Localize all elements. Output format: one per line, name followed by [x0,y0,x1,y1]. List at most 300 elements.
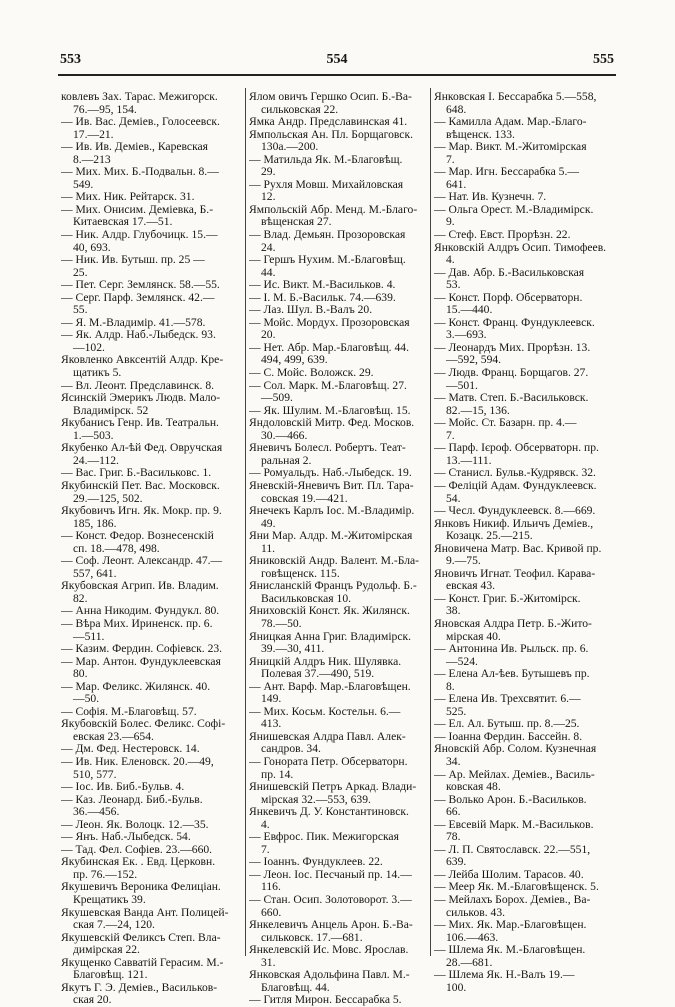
directory-entry [61,907,243,932]
entry-line: — Вл. Леонт. Предславинск. 8. [61,379,215,392]
entry-line: — Меер Як. М.-Благовѣщенск. 5. [434,881,599,894]
entry-continuation: —524. [446,655,478,668]
entry-line: Янковскій Алдръ Осип. Тимофеев. [434,241,607,254]
directory-entry [434,116,616,141]
directory-entry [434,242,616,267]
directory-entry [249,580,431,605]
entry-continuation: Васильковская 10. [261,592,352,605]
entry-line: — Соф. Леонт. Александр. 47.— [61,555,223,568]
directory-entry [249,129,431,154]
entry-continuation: 39.—30, 411. [261,643,325,656]
entry-continuation: 29. [261,166,276,179]
entry-continuation: 3.—693. [446,329,487,342]
entry-line: — Вас. Григ. Б.-Васильковс. 1. [61,467,212,480]
entry-line: — Шлема Як. Н.-Валъ 19.— [434,969,575,982]
entry-continuation: совская 19.—421. [261,492,348,505]
entry-continuation: 44. [261,266,276,279]
directory-entry [434,881,616,894]
entry-line: Яниховскій Конст. Як. Жилянск. [249,605,410,618]
directory-entry [61,681,243,706]
directory-entry [61,643,243,656]
column-1 [61,91,243,1007]
entry-line: — Нет. Абр. Мар.-Благовѣщ. 44. [249,341,409,354]
entry-continuation: 38. [446,605,461,618]
entry-line: Янковъ Никиф. Ильичъ Деміев., [434,517,594,530]
entry-line: — Ромуальдъ. Наб.-Лыбедск. 19. [249,467,412,480]
directory-entry [434,794,616,819]
directory-entry [61,706,243,719]
directory-entry [61,191,243,204]
directory-entry [434,919,616,944]
entry-line: ковлевъ Зах. Тарас. Межигорск. [61,91,218,103]
entry-continuation: пр. 76.—152. [73,868,138,881]
entry-line: Янкелевскій Ис. Мовс. Ярослав. [249,944,409,957]
entry-continuation: 4. [446,254,455,267]
entry-continuation: —592, 594. [446,354,502,367]
entry-line: — Янъ. Наб.-Лыбедск. 54. [61,831,191,844]
entry-line: — Лаз. Шул. В.-Валъ 20. [249,304,373,317]
entry-continuation: 28.—681. [446,956,493,969]
entry-continuation: 15.—440. [446,304,493,317]
entry-line: Якубинская Ек. . Евд. Церковн. [61,856,216,869]
entry-continuation: говѣщенск. 115. [261,567,340,580]
directory-entry [61,656,243,681]
entry-continuation: 24. [261,241,276,254]
entry-line: — Мар. Феликс. Жилянск. 40. [61,680,211,693]
directory-entry [249,229,431,254]
entry-continuation: 49. [261,517,276,530]
directory-entry [61,380,243,393]
directory-entry [61,417,243,442]
entry-line: — Вѣра Мих. Ириненск. пр. 6. [61,617,213,630]
entry-line: — Матв. Степ. Б.-Васильковск. [434,392,589,405]
entry-line: — Мих. Косьм. Костельн. 6.— [249,705,401,718]
entry-continuation: 1.—503. [73,429,114,442]
directory-entry [61,229,243,254]
directory-entry [249,505,431,530]
directory-entry [61,442,243,467]
entry-line: Якушевскій Феликсъ Степ. Вла- [61,931,221,944]
entry-continuation: 13.—111. [446,454,492,467]
entry-line: Янишевскій Петръ Аркад. Влади- [249,781,417,794]
entry-line: — Мойс. Ст. Базарн. пр. 4.— [434,417,577,430]
entry-line: — Мих. Як. Мар.-Благовѣщен. [434,919,587,932]
entry-continuation: ковская 48. [446,781,501,794]
entry-continuation: ская 7.—24, 120. [73,919,155,932]
directory-entry [434,141,616,166]
directory-entry [434,518,616,543]
directory-entry [61,292,243,317]
entry-line: — Мойс. Мордух. Прозоровская [249,316,410,329]
entry-line: Яновичена Матр. Вас. Кривой пр. [434,542,602,555]
entry-line: — Софія. М.-Благовѣщ. 57. [61,705,197,718]
entry-line: — Мих. Ник. Рейтарск. 31. [61,191,195,204]
directory-entry [249,555,431,580]
entry-line: — Як. Шулим. М.-Благовѣщ. 15. [249,404,411,417]
directory-entry [434,342,616,367]
directory-entry [434,191,616,204]
entry-line: — Матильда Як. М.-Благовѣщ. [249,153,403,166]
directory-entry [249,254,431,279]
directory-entry [249,367,431,380]
entry-line: Якущенко Савватій Герасим. М.- [61,956,224,969]
directory-entry [61,881,243,906]
entry-continuation: 106.—463. [446,931,499,944]
directory-entry [434,844,616,869]
entry-line: Яневскій-Яневичъ Вит. Пл. Тара- [249,479,414,492]
directory-entry [249,944,431,969]
entry-continuation: 66. [446,806,461,819]
directory-entry [61,329,243,354]
directory-entry [249,969,431,994]
entry-continuation: ская 20. [73,994,112,1007]
entry-line: Якубовская Агрип. Ив. Владим. [61,580,219,593]
entry-line: Янкевичъ Д. У. Константиновск. [249,806,409,819]
directory-entry [249,894,431,919]
directory-entry [434,267,616,292]
entry-line: — Тад. Фел. Софіев. 23.—660. [61,843,213,856]
directory-entry [249,631,431,656]
entry-continuation: вѣщенск. 133. [446,128,515,141]
entry-line: Якутъ Г. Э. Деміев., Васильков- [61,981,218,994]
entry-continuation: 54. [446,492,461,505]
entry-line: — Парф. Ієроф. Обсерваторн. пр. [434,442,599,455]
entry-line: Якубенко Ал-ѣй Фед. Овручская [61,442,223,455]
entry-line: — Леон. Як. Волоцк. 12.—35. [61,818,209,831]
column-divider-1 [245,88,246,956]
entry-line: — Елена Ал-ѣев. Бутышевъ пр. [434,668,590,681]
directory-entry [249,994,431,1007]
directory-entry [434,292,616,317]
directory-entry [249,292,431,305]
entry-line: — Станисл. Бульв.-Кудрявск. 32. [434,467,596,480]
directory-entry [249,154,431,179]
entry-continuation: 8. [446,680,455,693]
entry-continuation: 9. [446,216,455,229]
column-2 [249,91,431,1007]
directory-entry [61,505,243,530]
directory-entry [61,354,243,379]
entry-continuation: Китаевская 17.—51. [73,216,173,229]
directory-entry [249,530,431,555]
entry-continuation: 11. [261,542,276,555]
directory-entry [434,944,616,969]
directory-entry [61,819,243,832]
directory-entry [434,618,616,643]
entry-continuation: —102. [73,341,105,354]
entry-line: Яниковскій Андр. Валент. М.-Бла- [249,555,420,568]
entry-continuation: 53. [446,279,461,292]
entry-line: — Ар. Мейлах. Деміев., Василь- [434,768,595,781]
entry-continuation: 557, 641. [73,567,117,580]
entry-line: — Стан. Осип. Золотоворот. 3.— [249,894,412,906]
entry-line: — Стеф. Евст. Прорѣзн. 22. [434,229,571,242]
entry-continuation: 55. [73,304,88,317]
entry-line: Якубинскій Пет. Вас. Московск. [61,479,220,492]
directory-entry [61,555,243,580]
directory-entry [61,480,243,505]
directory-entry [249,442,431,467]
entry-continuation: 130а.—200. [261,141,319,154]
directory-entry [61,166,243,191]
entry-continuation: 17.—21. [73,128,114,141]
entry-line: — Ольга Орест. М.-Владимірск. [434,203,594,216]
entry-continuation: пр. 14. [261,768,294,781]
directory-entry [434,204,616,229]
entry-continuation: 8.—213 [73,153,111,166]
entry-continuation: —50. [73,693,100,706]
entry-continuation: —509. [261,392,293,405]
directory-entry [61,957,243,982]
directory-entry [249,317,431,342]
directory-entry [434,467,616,480]
entry-continuation: 25. [73,266,88,279]
directory-entry [434,894,616,919]
directory-entry [434,593,616,618]
entry-continuation: —511. [73,630,105,643]
entry-line: — Влад. Демьян. Прозоровская [249,229,406,242]
entry-line: Ямка Андр. Предславинская 41. [249,116,408,129]
entry-line: — Я. М.-Владимір. 41.—578. [61,316,206,329]
directory-entry [61,932,243,957]
entry-continuation: мірская 32.—553, 639. [261,793,371,806]
directory-entry [61,392,243,417]
entry-line: — Елена Ив. Трехсвятит. 6.— [434,693,581,706]
entry-line: — Людв. Франц. Борщагов. 27. [434,367,589,380]
directory-entry [434,643,616,668]
entry-line: — Сол. Марк. М.-Благовѣщ. 27. [249,379,407,392]
directory-entry [434,417,616,442]
directory-entry [61,467,243,480]
entry-continuation: 7. [446,153,455,166]
entry-line: Яневичъ Болесл. Робертъ. Теат- [249,442,406,455]
column-3 [434,91,616,994]
entry-line: — Ел. Ал. Бутыш. пр. 8.—25. [434,718,580,731]
entry-line: — Рухля Мовш. Михайловская [249,178,404,191]
directory-entry [434,731,616,744]
directory-entry [61,605,243,618]
directory-entry [249,731,431,756]
entry-continuation: Благовѣщ. 121. [73,969,148,982]
entry-continuation: 648. [446,103,467,116]
entry-continuation: 549. [73,178,94,191]
entry-line: Янечекъ Карлъ Іос. М.-Владимір. [249,505,415,518]
header-rule [58,74,616,76]
directory-entry [434,367,616,392]
entry-continuation: ральная 2. [261,454,312,467]
entry-continuation: —501. [446,379,478,392]
directory-entry [249,806,431,831]
directory-entry [61,982,243,1007]
directory-entry [61,317,243,330]
directory-entry [249,417,431,442]
entry-continuation: 20. [261,329,276,342]
entry-continuation: 660. [261,906,282,919]
directory-entry [61,718,243,743]
entry-line: — Конст. Федор. Вознесенскій [61,530,214,543]
entry-line: — Конст. Григ. Б.-Житомірск. [434,592,581,605]
page-header [60,52,614,72]
directory-entry [434,668,616,693]
entry-line: — Ник. Алдр. Глубочицк. 15.— [61,229,218,242]
entry-line: Янкелевичъ Анцель Арон. Б.-Ва- [249,919,413,932]
entry-continuation: 494, 499, 639. [261,354,328,367]
directory-entry [434,229,616,242]
entry-line: Янковская Адольфина Павл. М.- [249,969,410,982]
entry-continuation: 185, 186. [73,517,117,530]
directory-entry [61,844,243,857]
entry-continuation: 78. [446,831,461,844]
directory-entry [249,204,431,229]
entry-line: — Камилла Адам. Мар.-Благо- [434,116,587,129]
entry-continuation: 525. [446,705,467,718]
directory-entry [61,141,243,166]
entry-line: Яницкая Анна Григ. Владимірск. [249,630,412,643]
directory-entry [249,919,431,944]
directory-entry [61,794,243,819]
directory-entry [434,442,616,467]
entry-line: Якубанисъ Генр. Ив. Театральн. [61,417,219,430]
entry-continuation: 4. [261,818,270,831]
directory-entry [61,254,243,279]
directory-entry [249,405,431,418]
entry-continuation: евская 43. [446,580,496,593]
entry-continuation: 510, 577. [73,768,117,781]
entry-line: — Мейлахъ Борох. Деміев., Ва- [434,894,591,906]
entry-continuation: Козацк. 25.—215. [446,530,533,543]
entry-line: — Л. П. Святославск. 22.—551, [434,843,591,856]
entry-line: — Ис. Викт. М.-Васильков. 4. [249,279,396,292]
entry-line: Ямпольскій Абр. Менд. М.-Благо- [249,203,418,216]
directory-entry [434,480,616,505]
directory-entry [434,819,616,844]
entry-line: — Антонина Ив. Рыльск. пр. 6. [434,643,589,656]
entry-line: Янковская І. Бессарабка 5.—558, [434,91,597,103]
entry-continuation: 80. [73,668,88,681]
directory-entry [61,530,243,555]
entry-line: — С. Мойс. Воложск. 29. [249,367,374,380]
entry-line: Якушевская Ванда Ант. Полицей- [61,906,229,919]
entry-continuation: димірская 22. [73,944,140,957]
entry-line: — Ант. Варф. Мар.-Благовѣщен. [249,680,411,693]
directory-entry [434,505,616,518]
entry-line: — Казим. Фердин. Софіевск. 23. [61,643,223,656]
entry-line: — Мар. Антон. Фундуклеевская [61,655,221,668]
entry-line: — Як. Алдр. Наб.-Лыбедск. 93. [61,329,216,342]
entry-continuation: 34. [446,755,461,768]
entry-line: — Мих. Мих. Б.-Подвальн. 8.— [61,166,219,179]
entry-line: — Евсевій Марк. М.-Васильков. [434,818,594,831]
entry-line: — Мар. Викт. М.-Житомірская [434,141,587,154]
entry-continuation: мірская 40. [446,630,501,643]
entry-continuation: 76.—95, 154. [73,103,137,116]
entry-line: — Гонората Петр. Обсерваторн. [249,755,408,768]
entry-line: — Феліцій Адам. Фундуклеевск. [434,479,597,492]
entry-continuation: 82.—15, 136. [446,404,510,417]
entry-continuation: 116. [261,881,281,894]
directory-entry [434,91,616,116]
entry-continuation: 29.—125, 502. [73,492,143,505]
entry-line: — Мих. Онисим. Деміевка, Б.- [61,203,214,216]
entry-line: Яновская Алдра Петр. Б.-Жито- [434,617,592,630]
entry-line: Яни Мар. Алдр. М.-Житомірская [249,530,413,543]
entry-continuation: 7. [261,843,270,856]
entry-line: — Конст. Порф. Обсерваторн. [434,291,583,304]
directory-entry [249,869,431,894]
directory-entry [249,706,431,731]
entry-continuation: щатикъ 5. [73,367,122,380]
entry-continuation: 12. [261,191,276,204]
entry-line: Яковленко Авксентій Алдр. Кре- [61,354,224,367]
directory-entry [249,467,431,480]
entry-line: — Шлема Як. М.-Благовѣщен. [434,944,586,957]
entry-line: Яновскій Абр. Солом. Кузнечная [434,743,597,756]
entry-line: — Дав. Абр. Б.-Васильковская [434,266,585,279]
directory-entry [61,580,243,605]
entry-line: Яницкій Алдръ Ник. Шулявка. [249,655,402,668]
entry-line: — Чесл. Фундуклеевск. 8.—669. [434,505,596,518]
directory-entry [61,116,243,141]
entry-continuation: 9.—75. [446,555,481,568]
entry-line: — Ив. Ив. Деміев., Каревская [61,141,209,154]
entry-continuation: Благовѣщ. 44. [261,981,330,994]
entry-line: — Іоаннъ. Фундуклеев. 22. [249,856,383,869]
entry-line: — Леонардъ Мих. Прорѣзн. 13. [434,341,591,354]
entry-line: — Каз. Леонард. Биб.-Бульв. [61,793,203,806]
directory-entry [61,856,243,881]
entry-line: Янисланскій Францъ Рудольф. Б.- [249,580,417,593]
directory-entry [249,831,431,856]
directory-entry [61,756,243,781]
entry-continuation: 31. [261,956,276,969]
directory-entry [249,91,431,116]
entry-continuation: сильковская 22. [261,103,339,116]
directory-entry [249,756,431,781]
entry-line: Якушевичъ Вероника Фелиціан. [61,881,221,894]
page-number-middle: 554 [326,52,348,67]
directory-entry [61,831,243,844]
directory-entry [249,856,431,869]
directory-entry [61,279,243,292]
directory-entry [249,656,431,681]
entry-line: — Евфрос. Пик. Межигорская [249,831,399,844]
entry-line: Яновичъ Игнат. Теофил. Карава- [434,567,596,580]
directory-entry [434,543,616,568]
entry-continuation: Полевая 37.—490, 519. [261,668,375,681]
entry-line: — Серг. Парф. Землянск. 42.— [61,291,215,304]
entry-continuation: Владимірск. 52 [73,404,149,417]
entry-continuation: евская 23.—654. [73,730,154,743]
entry-continuation: Крещатикъ 39. [73,894,146,906]
entry-continuation: сильков. 43. [446,906,506,919]
entry-continuation: 30.—466. [261,429,308,442]
directory-entry [434,743,616,768]
entry-continuation: 641. [446,178,467,191]
entry-line: Ясинскій Эмерикъ Людв. Мало- [61,392,221,405]
directory-entry [434,693,616,718]
entry-line: — Дм. Фед. Нестеровск. 14. [61,743,200,756]
entry-line: — Лейба Шолим. Тарасов. 40. [434,868,584,881]
entry-line: Янишевская Алдра Павл. Алек- [249,730,406,743]
entry-line: Яндоловскій Митр. Фед. Москов. [249,417,415,430]
directory-entry [434,317,616,342]
page-number-right: 555 [593,52,614,67]
directory-entry [249,380,431,405]
entry-continuation: сп. 18.—478, 498. [73,542,160,555]
entry-line: Якубовскій Болес. Феликс. Софі- [61,718,226,731]
directory-entry [249,480,431,505]
entry-line: Ялом овичъ Гершко Осип. Б.-Ва- [249,91,412,103]
